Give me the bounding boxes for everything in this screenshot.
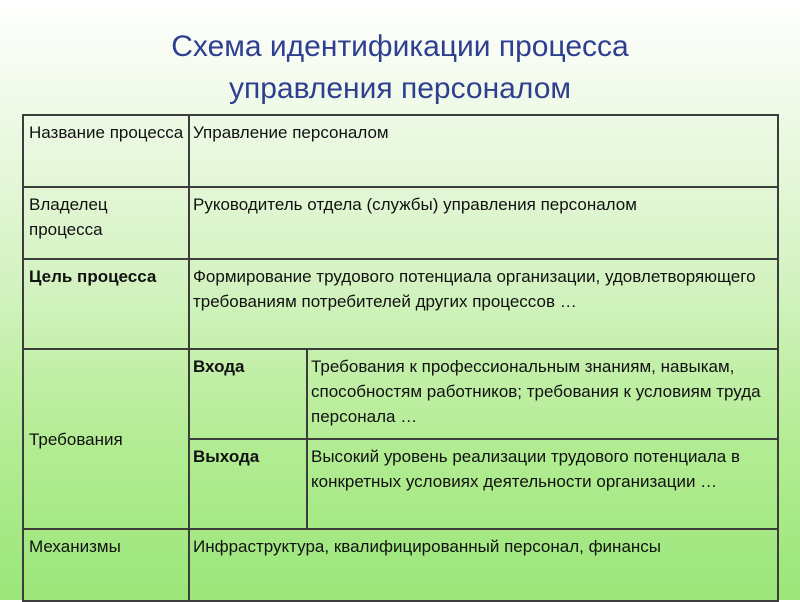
requirements-input-value: Требования к профессиональным знаниям, навыкам, способностям работников; требования к условиям труда персонала … — [307, 349, 778, 439]
process-owner-label: Владелец процесса — [23, 187, 189, 259]
table-row-mechanisms — [23, 529, 778, 601]
requirements-input-label: Входа — [189, 349, 307, 439]
table-row-requirements-input — [23, 349, 778, 439]
mechanisms-label: Механизмы — [23, 529, 189, 601]
process-owner-value: Руководитель отдела (службы) управления персоналом — [189, 187, 778, 259]
requirements-label: Требования — [23, 349, 189, 529]
requirements-output-value: Высокий уровень реализации трудового потенциала в конкретных условиях деятельности организации … — [307, 439, 778, 529]
table-row-process-name — [23, 115, 778, 187]
process-identification-table — [22, 114, 779, 602]
process-goal-value: Формирование трудового потенциала организации, удовлетворяющего требованиям потребителей других процессов … — [189, 259, 778, 349]
table-row-process-owner — [23, 187, 778, 259]
process-goal-label: Цель процесса — [23, 259, 189, 349]
slide-title — [0, 26, 800, 110]
mechanisms-value: Инфраструктура, квалифицированный персонал, финансы — [189, 529, 778, 601]
process-name-label: Название процесса — [23, 115, 189, 187]
slide-title-line1: Схема идентификации процесса — [171, 30, 629, 63]
table-row-process-goal — [23, 259, 778, 349]
slide-title-line2: управления персоналом — [229, 72, 571, 105]
process-name-value: Управление персоналом — [189, 115, 778, 187]
requirements-output-label: Выхода — [189, 439, 307, 529]
